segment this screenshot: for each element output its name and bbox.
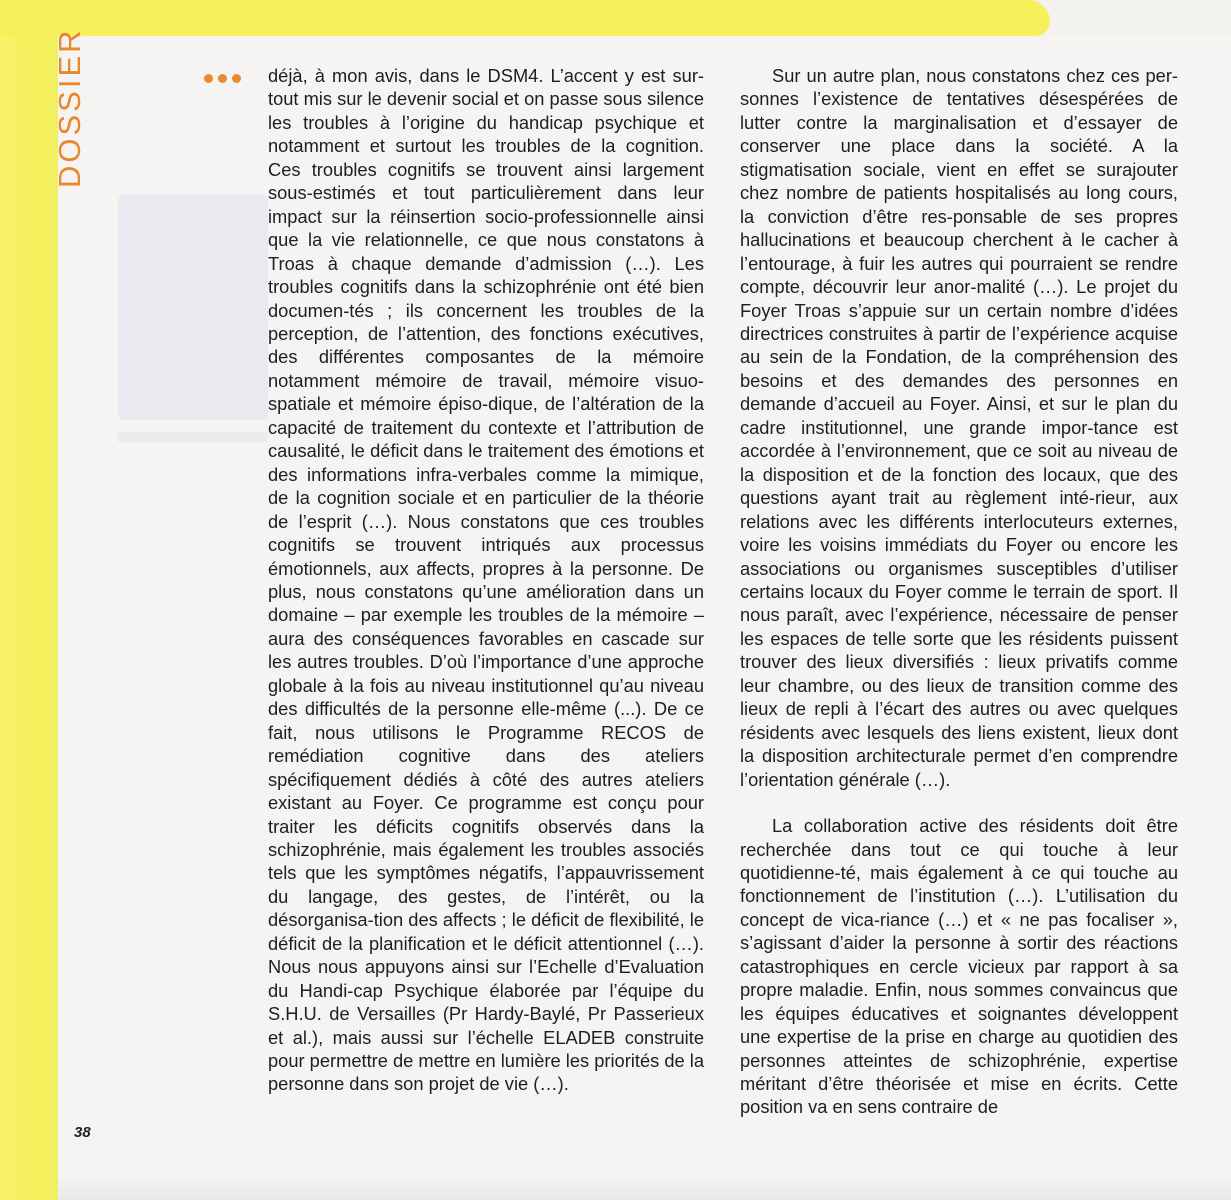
text-column-left [268, 64, 704, 1096]
continuation-bullet-icon [204, 74, 241, 83]
bullet-dot [232, 74, 241, 83]
page-bottom-edge [58, 1180, 1231, 1200]
bullet-dot [204, 74, 213, 83]
bullet-dot [218, 74, 227, 83]
yellow-frame-corner [900, 0, 1050, 36]
faded-background-caption [118, 432, 268, 442]
section-label: DOSSIER [52, 27, 87, 188]
paragraph: La collaboration active des résidents doit être recherchée dans tout ce qui touche à leur quotidienne-té, mais également à ce qui touche au fonctionnement de l’institution (…). L’utilisation du concept de vica-riance (…) et « ne pas focaliser », s’agissant d’aider la personne à sortir des réactions catastrophiques en cercle vicieux par rapport à sa propre maladie. Enfin, nous sommes convaincus que les équipes éducatives et soignantes développent une expertise de la prise en charge au quotidien des personnes atteintes de schizophrénie, expertise méritant d’être théorisée et mise en écrits. Cette position va en sens contraire de [740, 815, 1178, 1118]
paragraph: Sur un autre plan, nous constatons chez ces per-sonnes l’existence de tentatives désespérées de lutter contre la marginalisation et d’essayer de conserver une place dans la société. A la stigmatisation sociale, vient en effet se surajouter chez nombre de patients hospitalisés au long cours, la conviction d’être res-ponsable de ses propres hallucinations et beaucoup cherchent à le cacher à l’entourage, à fuir les autres qui pourraient se rendre compte, découvrir leur anor-malité (…). Le projet du Foyer Troas s’appuie sur un certain nombre d’idées directrices construites à partir de l’expérience acquise au sein de la Fondation, de la compréhension des besoins et des demandes des personnes en demande d’accueil au Foyer. Ainsi, et sur le plan du cadre institutionnel, une grande impor-tance est accordée à l’environnement, que ce soit au niveau de la disposition et de la fonction des locaux, que des questions ayant trait au règlement inté-rieur, aux relations avec les différents interlocuteurs externes, voire les voisins immédiats du Foyer ou encore les associations ou organismes susceptibles d’utiliser certains locaux du Foyer comme le terrain de sport. Il nous paraît, avec l’expérience, nécessaire de penser les espaces de telle sorte que les résidents puissent trouver des lieux diversifiés : lieux privatifs comme leur chambre, ou des lieux de transition comme des lieux de repli à l’écart des autres ou avec quelques résidents avec lesquels des liens existent, lieux dont la disposition architecturale permet d’en comprendre l’orientation générale (…). [740, 65, 1178, 790]
yellow-frame-top [0, 0, 1010, 36]
faded-background-photo [118, 195, 268, 420]
page-number: 38 [74, 1124, 91, 1141]
yellow-frame-left [0, 0, 58, 1200]
paragraph: déjà, à mon avis, dans le DSM4. L’accent y est sur-tout mis sur le devenir social et on passe sous silence les troubles à l’origine du handicap psychique et notamment et surtout les troubles de la cognition. Ces troubles cognitifs se trouvent ainsi largement sous-estimés et tout particulièrement dans leur impact sur la réinsertion socio-professionnelle ainsi que la vie relationnelle, ce que nous constatons à Troas à chaque demande d’admission (…). Les troubles cognitifs dans la schizophrénie ont été bien documen-tés ; ils concernent les troubles de la perception, de l’attention, des fonctions exécutives, des différentes composantes de la mémoire notamment mémoire de travail, mémoire visuo-spatiale et mémoire épiso-dique, de l’altération de la capacité de traitement du contexte et l’attribution de causalité, le déficit dans le traitement des émotions et des informations infra-verbales comme la mimique, de la cognition sociale et en particulier de la théorie de l’esprit (…). Nous constatons que ces troubles cognitifs se trouvent intriqués aux processus émotionnels, aux affects, propres à la personne. De plus, nous constatons qu’une amélioration dans un domaine – par exemple les troubles de la mémoire – aura des conséquences favorables en cascade sur les autres troubles. D’où l’importance d’une approche globale à la fois au niveau institutionnel qu’au niveau des difficultés de la personne elle-même (...). De ce fait, nous utilisons le Programme RECOS de remédiation cognitive dans des ateliers spécifiquement dédiés à côté des autres ateliers existant au Foyer. Ce programme est conçu pour traiter les déficits cognitifs observés dans la schizophrénie, mais également les troubles associés tels que les symptômes négatifs, l’appauvrissement du langage, des gestes, de l’intérêt, ou la désorganisa-tion des affects ; le déficit de flexibilité, le déficit de la planification et le déficit attentionnel (…). Nous nous appuyons ainsi sur l’Echelle d’Evaluation du Handi-cap Psychique élaborée par l’équipe du S.H.U. de Versailles (Pr Hardy-Baylé, Pr Passerieux et al.), mais aussi sur l’échelle ELADEB construite pour permettre de mettre en lumière les priorités de la personne dans son projet de vie (…). [268, 65, 704, 1095]
text-column-right [740, 64, 1178, 1119]
